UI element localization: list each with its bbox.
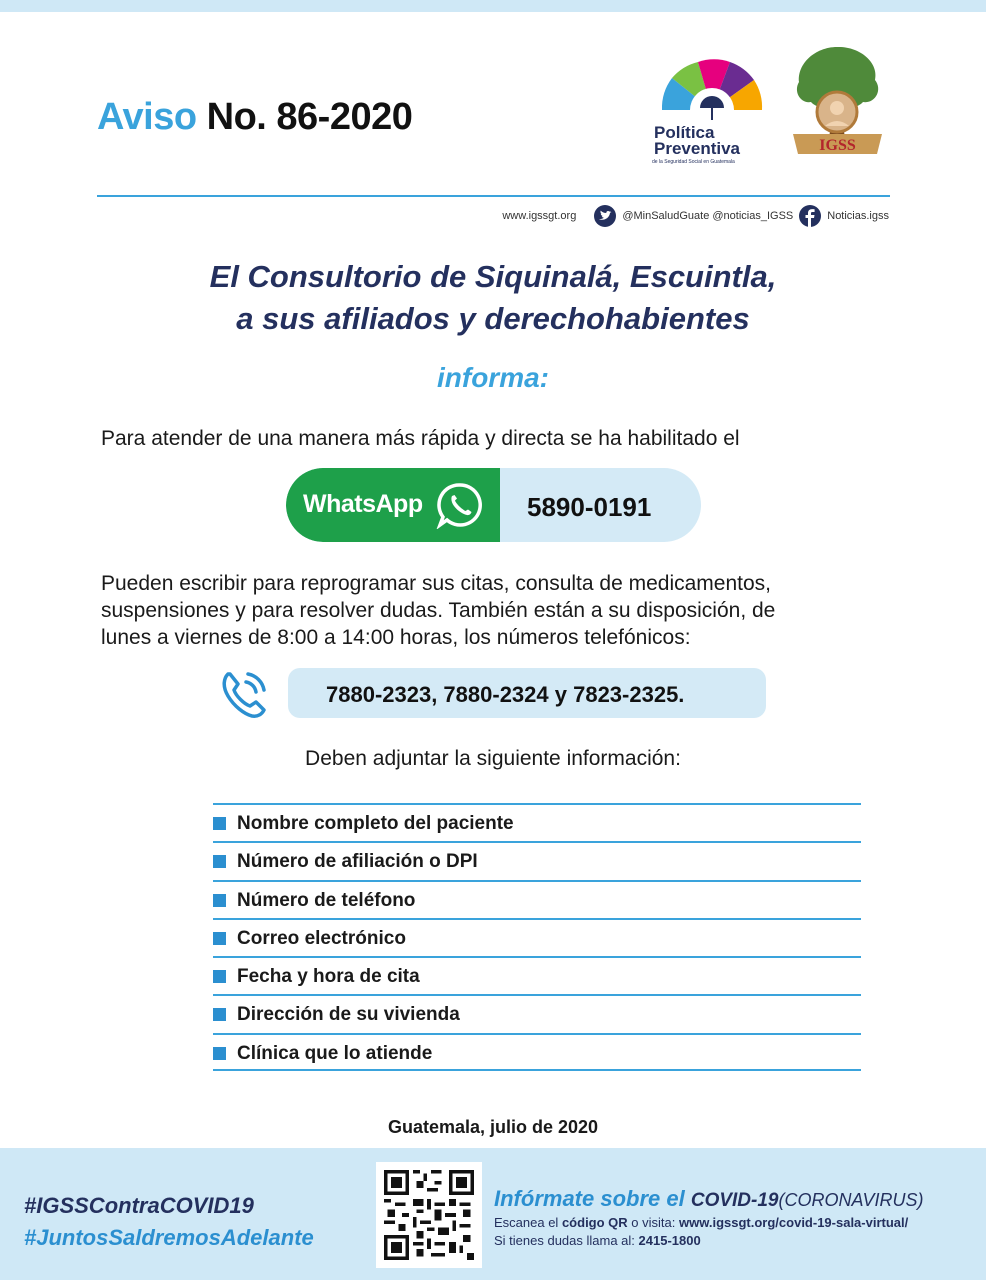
call-line [494,1233,924,1248]
info-coronavirus-text: (CORONAVIRUS) [778,1190,924,1210]
top-strip [0,0,986,12]
covid-url-link[interactable]: www.igssgt.org/covid-19-sala-virtual/ [679,1215,909,1230]
hashtags [24,1190,314,1254]
instructions-paragraph [101,570,901,651]
requirement-text: Correo electrónico [237,927,406,949]
bullet-square [213,1008,226,1021]
bullet-square [213,855,226,868]
info-title-text: Infórmate sobre el [494,1186,685,1211]
whatsapp-number: 5890-0191 [527,492,652,522]
call-number[interactable]: 2415-1800 [638,1233,701,1248]
requirement-text: Número de teléfono [237,889,416,911]
info-covid-text: COVID-19 [690,1190,779,1211]
requirement-text: Número de afiliación o DPI [237,851,478,873]
logo-text-line1: Política [654,123,715,142]
requirements-list [213,803,861,1071]
logo-text-sub: de la Seguridad Social en Guatemala [652,159,735,165]
requirements-title: Deben adjuntar la siguiente información: [305,747,681,770]
phone-icon [218,668,270,720]
bullet-square [213,1047,226,1060]
headline [0,256,986,340]
intro-text: Para atender de una manera más rápida y directa se ha habilitado el [101,427,740,450]
website-link[interactable]: www.igssgt.org [502,210,577,222]
igss-logo-text: IGSS [819,137,856,154]
headline-line-1: El Consultorio de Siquinalá, Escuintla, [209,259,777,294]
whatsapp-contact[interactable] [286,468,701,542]
facebook-page[interactable]: Noticias.igss [827,210,889,222]
scan-line [494,1215,924,1230]
whatsapp-badge [286,468,500,542]
scan-prefix: Escanea el [494,1215,559,1230]
bullet-square [213,932,226,945]
politica-preventiva-logo [650,48,775,166]
list-item [213,956,861,994]
social-bar [502,205,889,227]
list-item [213,841,861,879]
hashtag-1[interactable]: #IGSSContraCOVID19 [24,1193,254,1218]
facebook-icon[interactable] [799,205,821,227]
qr-code[interactable] [376,1162,482,1268]
whatsapp-icon [436,481,484,529]
bullet-square [213,894,226,907]
paragraph-line-1: Pueden escribir para reprogramar sus citas, consulta de medicamentos, [101,572,771,595]
requirement-text: Dirección de su vivienda [237,1004,460,1026]
phone-numbers-box [288,668,766,718]
notice-title [97,96,412,139]
header-divider [97,195,890,197]
requirement-text: Fecha y hora de cita [237,966,420,988]
whatsapp-label: WhatsApp [303,490,423,518]
igss-logo [785,42,890,167]
list-item [213,1033,861,1071]
footer [0,1148,986,1280]
hashtag-2[interactable]: #JuntosSaldremosAdelante [24,1225,314,1250]
twitter-handles[interactable]: @MinSaludGuate @noticias_IGSS [622,210,794,222]
logo-text-line2: Preventiva [654,139,740,158]
covid-info [494,1186,924,1248]
list-item [213,994,861,1032]
covid-info-title [494,1186,924,1212]
paragraph-line-2: suspensiones y para resolver dudas. También están a su disposición, de [101,599,776,622]
bullet-square [213,970,226,983]
requirement-text: Nombre completo del paciente [237,813,514,834]
list-item [213,918,861,956]
qr-code-icon [384,1170,474,1260]
phone-numbers[interactable]: 7880-2323, 7880-2324 y 7823-2325. [326,682,685,707]
twitter-icon[interactable] [594,205,616,227]
notice-label: Aviso [97,96,197,138]
place-date: Guatemala, julio de 2020 [387,1117,599,1137]
bullet-square [213,817,226,830]
informa-heading: informa: [437,362,549,393]
headline-line-2: a sus afiliados y derechohabientes [236,301,750,336]
scan-qr: código QR [561,1215,628,1230]
scan-mid: o visita: [631,1215,676,1230]
notice-number: No. 86-2020 [206,96,413,138]
requirement-text: Clínica que lo atiende [237,1042,433,1064]
paragraph-line-3: lunes a viernes de 8:00 a 14:00 horas, los números telefónicos: [101,626,691,649]
call-prefix: Si tienes dudas llama al: [494,1233,635,1248]
list-item [213,880,861,918]
list-item [213,803,861,841]
